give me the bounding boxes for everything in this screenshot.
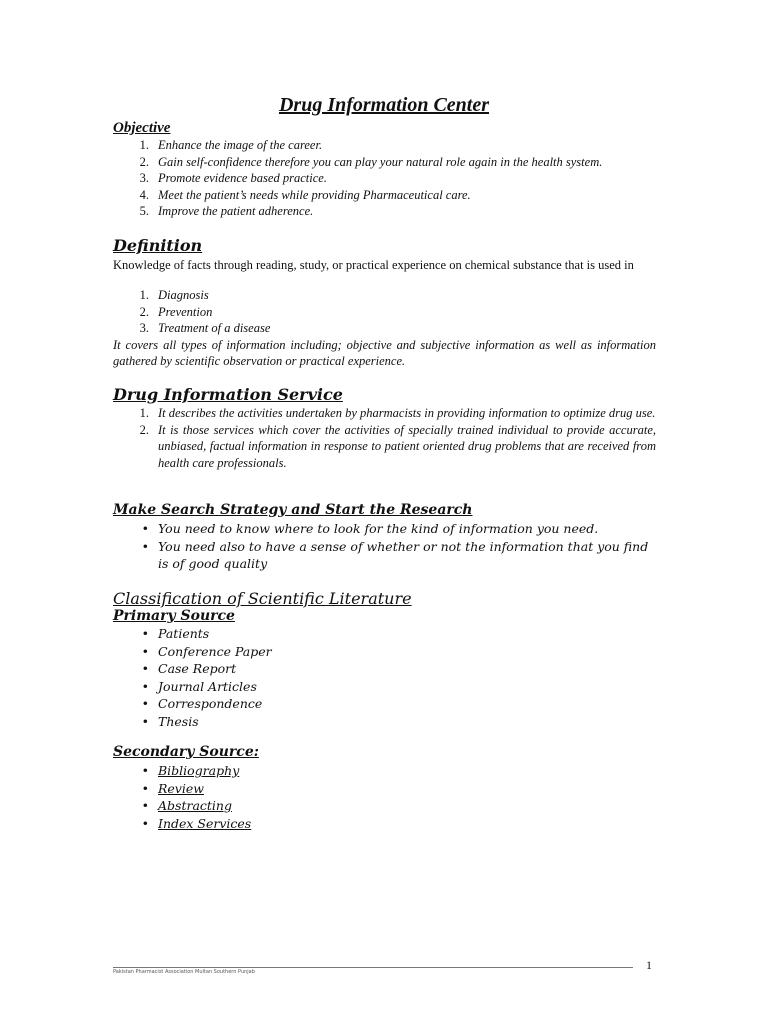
search-list — [113, 520, 656, 573]
primary-source-list — [113, 625, 656, 730]
list-item: • You need to know where to look for the kind of information you need. — [141, 521, 599, 536]
list-item: 2. Prevention — [139, 304, 213, 319]
list-item: 1. Enhance the image of the career. — [139, 138, 323, 152]
list-item[interactable]: • Index Services — [141, 815, 252, 831]
dis-heading: Drug Information Service — [113, 385, 343, 404]
list-item: 3. Treatment of a disease — [139, 321, 271, 336]
list-item: 5. Improve the patient adherence. — [139, 204, 314, 219]
definition-list — [113, 287, 656, 337]
list-item: 3. Promote evidence based practice. — [139, 171, 327, 186]
list-item: • Patients — [141, 626, 210, 641]
list-item: 2. It is those services which cover the activities of specially trained individual to provide accurate, unbiased, factual information in response to patient oriented drug problems that are received from health care professionals. — [139, 422, 656, 470]
list-item: • Conference Paper — [141, 643, 272, 659]
dis-list — [113, 405, 656, 471]
objective-list — [113, 137, 656, 220]
classification-heading: Classification of Scientific Literature — [113, 589, 412, 608]
footer-divider — [113, 967, 633, 968]
secondary-source-list — [113, 762, 656, 832]
list-item: • Correspondence — [141, 696, 263, 711]
list-item: 1. Diagnosis — [139, 288, 209, 302]
list-item: • You need also to have a sense of whether or not the information that you find is of good quality — [141, 538, 649, 571]
list-item[interactable]: • Bibliography — [141, 763, 240, 778]
footer-text: Pakistan Pharmacist Association Multan Southern Punjab — [113, 969, 255, 975]
list-item[interactable]: • Abstracting — [141, 798, 232, 813]
page-title: Drug Information Center — [278, 94, 490, 116]
list-item[interactable]: • Review — [141, 780, 204, 796]
list-item: 4. Meet the patient’s needs while providing Pharmaceutical care. — [139, 187, 471, 202]
list-item: 2. Gain self-confidence therefore you can play your natural role again in the health system. — [139, 154, 603, 169]
primary-source-heading: Primary Source — [113, 608, 235, 624]
abstracting-link[interactable]: Abstracting — [158, 798, 232, 813]
index-services-link[interactable]: Index Services — [158, 815, 252, 831]
page-number: 1 — [646, 958, 652, 972]
objective-heading: Objective — [113, 120, 171, 136]
definition-heading: Definition — [113, 236, 203, 255]
definition-note: It covers all types of information including; objective and subjective information as well as information gathered by scientific observation or practical experience. — [113, 338, 656, 368]
list-item: • Thesis — [141, 713, 199, 729]
definition-intro: Knowledge of facts through reading, study, or practical experience on chemical substance that is used in — [113, 258, 634, 272]
search-heading: Make Search Strategy and Start the Research — [113, 502, 473, 518]
review-link[interactable]: Review — [158, 780, 204, 796]
list-item: • Journal Articles — [141, 678, 257, 694]
secondary-source-heading: Secondary Source: — [113, 744, 259, 760]
bibliography-link[interactable]: Bibliography — [158, 763, 240, 778]
list-item: • Case Report — [141, 661, 237, 676]
list-item: 1. It describes the activities undertaken by pharmacists in providing information to optimize drug use. — [139, 406, 656, 420]
